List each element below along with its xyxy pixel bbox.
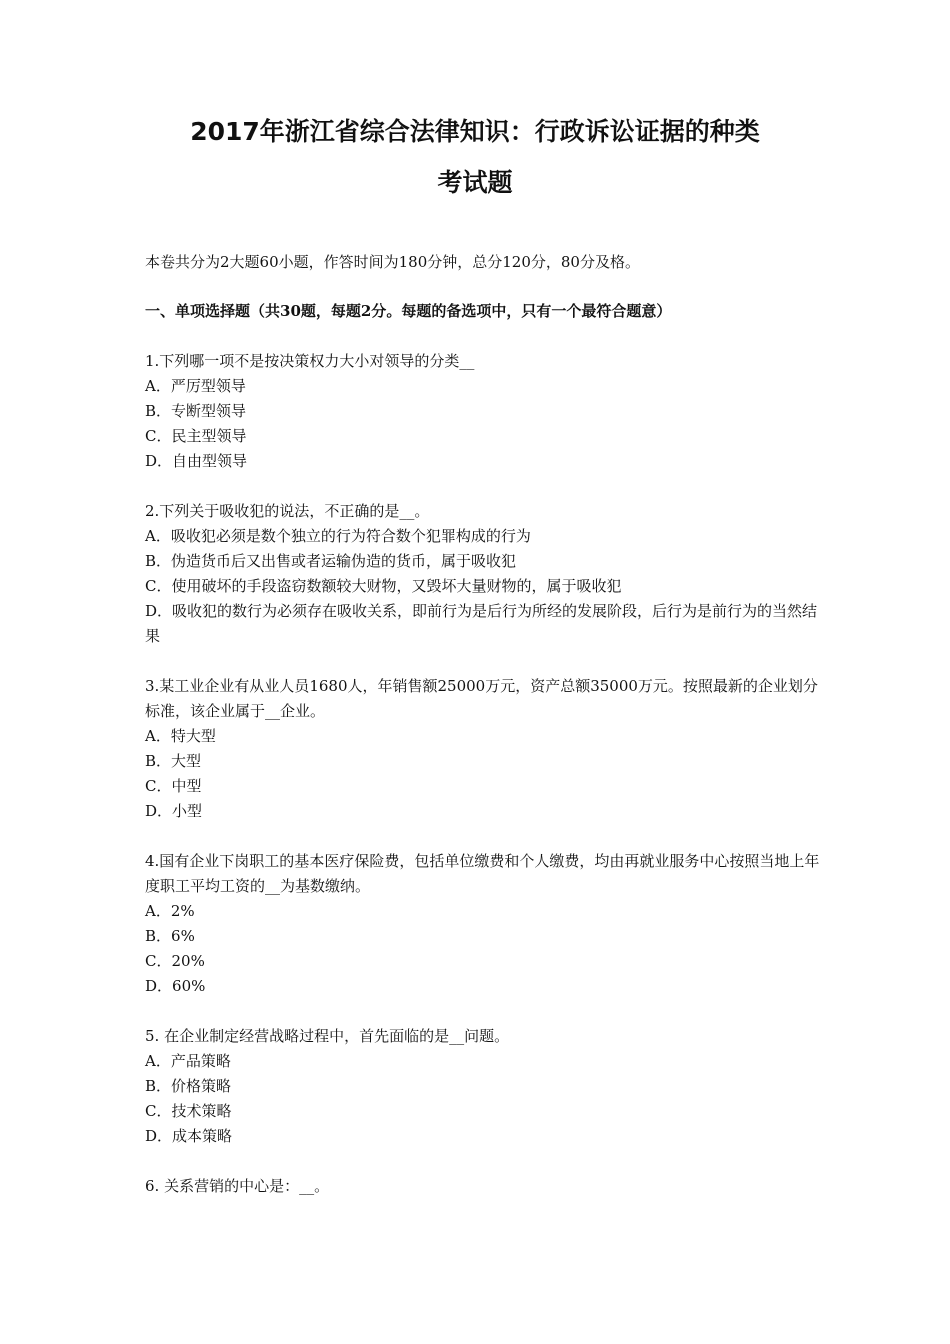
answer-option: B．专断型领导 bbox=[145, 402, 247, 420]
answer-option: C．技术策略 bbox=[145, 1102, 232, 1120]
document-title-line-1: 2017年浙江省综合法律知识：行政诉讼证据的种类 bbox=[190, 117, 760, 146]
question-item bbox=[145, 349, 825, 474]
question-item bbox=[145, 1174, 825, 1199]
question-list bbox=[145, 349, 825, 1224]
answer-option: B．6% bbox=[145, 927, 195, 945]
question-item bbox=[145, 499, 825, 649]
answer-option: A．2% bbox=[145, 902, 195, 920]
document-title-line-2: 考试题 bbox=[437, 168, 513, 197]
question-stem: 6. 关系营销的中心是：__。 bbox=[145, 1177, 330, 1195]
answer-option: C．民主型领导 bbox=[145, 427, 247, 445]
answer-option: C．20% bbox=[145, 952, 205, 970]
question-stem: 3.某工业企业有从业人员1680人，年销售额25000万元，资产总额35000万元。按照最新的企业划分标准，该企业属于__企业。 bbox=[145, 677, 818, 720]
answer-option: D．吸收犯的数行为必须存在吸收关系，即前行为是后行为所经的发展阶段，后行为是前行为的当然结果 bbox=[145, 602, 818, 645]
answer-option: C．中型 bbox=[145, 777, 202, 795]
question-item bbox=[145, 1024, 825, 1149]
answer-option: A．吸收犯必须是数个独立的行为符合数个犯罪构成的行为 bbox=[145, 527, 531, 545]
exam-intro: 本卷共分为2大题60小题，作答时间为180分钟，总分120分，80分及格。 bbox=[145, 253, 640, 271]
question-item bbox=[145, 674, 825, 824]
answer-option: C．使用破坏的手段盗窃数额较大财物，又毁坏大量财物的，属于吸收犯 bbox=[145, 577, 622, 595]
question-stem: 1.下列哪一项不是按决策权力大小对领导的分类__ bbox=[145, 352, 475, 370]
answer-option: D．60% bbox=[145, 977, 206, 995]
answer-option: D．自由型领导 bbox=[145, 452, 248, 470]
answer-option: B．大型 bbox=[145, 752, 202, 770]
answer-option: A．严厉型领导 bbox=[145, 377, 246, 395]
question-stem: 2.下列关于吸收犯的说法，不正确的是__。 bbox=[145, 502, 430, 520]
answer-option: A．特大型 bbox=[145, 727, 216, 745]
question-stem: 5. 在企业制定经营战略过程中，首先面临的是__问题。 bbox=[145, 1027, 510, 1045]
question-stem: 4.国有企业下岗职工的基本医疗保险费，包括单位缴费和个人缴费，均由再就业服务中心按照当地上年度职工平均工资的__为基数缴纳。 bbox=[145, 852, 820, 895]
section-heading: 一、单项选择题（共30题，每题2分。每题的备选项中，只有一个最符合题意） bbox=[145, 302, 672, 320]
answer-option: B．伪造货币后又出售或者运输伪造的货币，属于吸收犯 bbox=[145, 552, 517, 570]
answer-option: A．产品策略 bbox=[145, 1052, 231, 1070]
answer-option: B．价格策略 bbox=[145, 1077, 232, 1095]
answer-option: D．成本策略 bbox=[145, 1127, 233, 1145]
question-item bbox=[145, 849, 825, 999]
answer-option: D．小型 bbox=[145, 802, 203, 820]
